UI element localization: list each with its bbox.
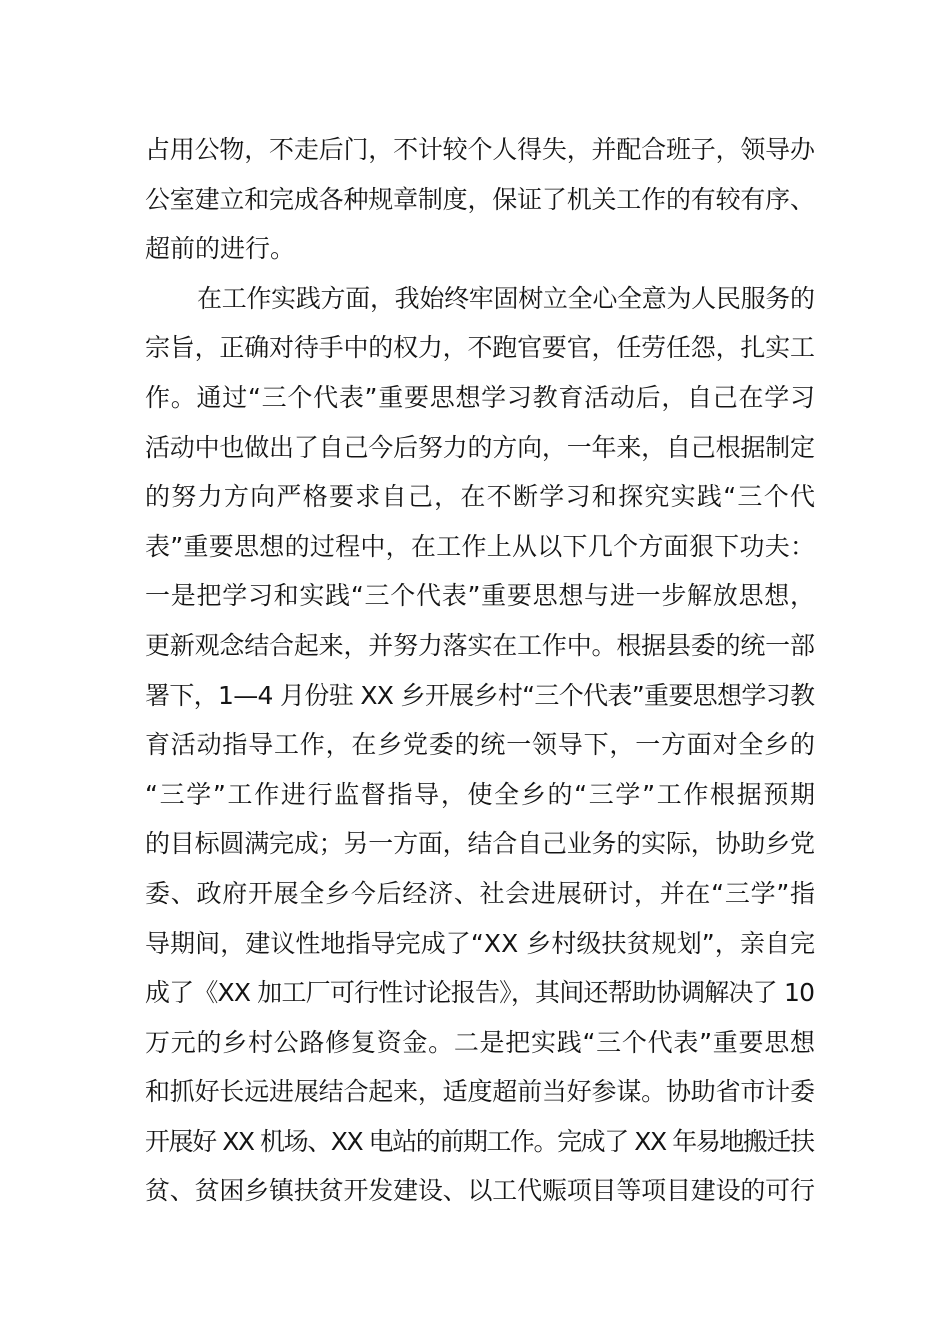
text-line-12 <box>145 671 815 721</box>
line-text: 开展好 XX 机场、XX 电站的前期工作。完成了 XX 年易地搬迁扶 <box>145 1126 814 1156</box>
line-text: 在工作实践方面，我始终牢固树立全心全意为人民服务的 <box>197 283 815 313</box>
line-text: 公室建立和完成各种规章制度，保证了机关工作的有较有序、 <box>145 184 815 214</box>
line-text: 万元的乡村公路修复资金。二是把实践“三个代表”重要思想 <box>145 1027 816 1057</box>
text-line-18 <box>145 968 815 1018</box>
line-text: 表”重要思想的过程中，在工作上从以下几个方面狠下功夫： <box>145 531 816 561</box>
text-line-15 <box>145 819 815 869</box>
line-text: 的努力方向严格要求自己，在不断学习和探究实践“三个代 <box>145 482 817 512</box>
line-text: 的目标圆满完成；另一方面，结合自己业务的实际，协助乡党 <box>145 829 815 859</box>
text-line-6 <box>145 373 815 423</box>
line-text: 和抓好长远进展结合起来，适度超前当好参谋。协助省市计委 <box>145 1077 815 1107</box>
text-line-22 <box>145 1166 815 1216</box>
line-text: 贫、贫困乡镇扶贫开发建设、以工代赈项目等项目建设的可行 <box>145 1176 815 1206</box>
text-line-2 <box>145 175 815 225</box>
body-text <box>145 125 815 1216</box>
line-text: 成了《XX 加工厂可行性讨论报告》，其间还帮助协调解决了 10 <box>145 978 815 1008</box>
text-line-13 <box>145 720 815 770</box>
line-text: 更新观念结合起来，并努力落实在工作中。根据县委的统一部 <box>145 630 815 660</box>
text-line-7 <box>145 423 815 473</box>
text-line-17 <box>145 919 815 969</box>
text-line-14 <box>145 770 815 820</box>
line-text: 委、政府开展全乡今后经济、社会进展研讨，并在“三学”指 <box>145 878 816 908</box>
line-text: 占用公物，不走后门，不计较个人得失，并配合班子，领导办 <box>145 135 815 164</box>
text-line-19 <box>145 1018 815 1068</box>
text-line-8 <box>145 472 815 522</box>
text-line-20 <box>145 1067 815 1117</box>
text-line-3 <box>145 224 815 274</box>
text-line-1 <box>145 125 815 175</box>
line-text: 超前的进行。 <box>145 234 296 264</box>
line-text: 导期间，建议性地指导完成了“XX 乡村级扶贫规划”，亲自完 <box>145 928 816 958</box>
line-text: “三学”工作进行监督指导，使全乡的“三学”工作根据预期 <box>145 779 817 809</box>
line-text: 作。通过“三个代表”重要思想学习教育活动后，自己在学习 <box>145 382 816 412</box>
line-text: 一是把学习和实践“三个代表”重要思想与进一步解放思想， <box>145 581 816 611</box>
text-line-5 <box>145 323 815 373</box>
line-text: 活动中也做出了自己今后努力的方向，一年来，自己根据制定 <box>145 432 815 462</box>
text-line-16 <box>145 869 815 919</box>
line-text: 宗旨，正确对待手中的权力，不跑官要官，任劳任怨，扎实工 <box>145 333 815 363</box>
text-line-10 <box>145 571 815 621</box>
text-line-9 <box>145 522 815 572</box>
line-text: 育活动指导工作，在乡党委的统一领导下，一方面对全乡的 <box>145 730 816 760</box>
text-line-21 <box>145 1117 815 1167</box>
text-line-11 <box>145 621 815 671</box>
text-line-4 <box>145 274 815 324</box>
line-text: 署下，1—4 月份驻 XX 乡开展乡村“三个代表”重要思想学习教 <box>145 680 815 710</box>
